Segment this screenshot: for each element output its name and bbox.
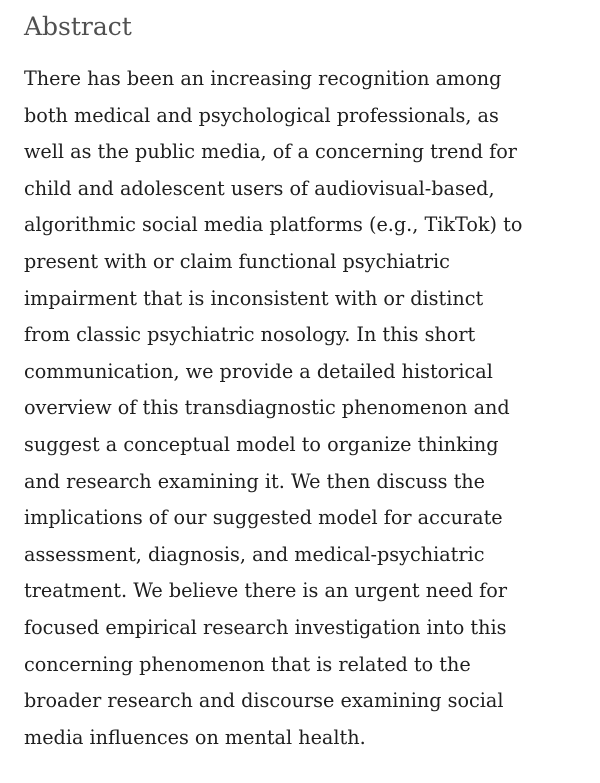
abstract-line: broader research and discourse examining social	[24, 689, 504, 713]
abstract-line: from classic psychiatric nosology. In this short	[24, 323, 476, 347]
abstract-line: and research examining it. We then discuss the	[24, 469, 486, 493]
abstract-line: overview of this transdiagnostic phenomenon and	[24, 396, 510, 420]
abstract-line: implications of our suggested model for accurate	[24, 506, 503, 530]
abstract-line: treatment. We believe there is an urgent need for	[24, 579, 508, 603]
abstract-line: impairment that is inconsistent with or distinct	[24, 286, 484, 310]
abstract-line: algorithmic social media platforms (e.g., TikTok) to	[24, 213, 523, 237]
abstract-line: concerning phenomenon that is related to the	[24, 652, 471, 676]
abstract-line: child and adolescent users of audiovisual-based,	[24, 176, 495, 200]
abstract-line: media influences on mental health.	[24, 725, 366, 749]
abstract-line: well as the public media, of a concerning trend for	[24, 140, 517, 164]
abstract-text	[24, 61, 522, 756]
abstract-line: both medical and psychological professionals, as	[24, 103, 499, 127]
abstract-line: assessment, diagnosis, and medical-psychiatric	[24, 542, 485, 566]
abstract-line: communication, we provide a detailed historical	[24, 359, 493, 383]
abstract-heading: Abstract	[24, 12, 132, 41]
abstract-line: focused empirical research investigation into this	[24, 615, 507, 639]
abstract-line: There has been an increasing recognition among	[24, 67, 502, 90]
abstract-line: suggest a conceptual model to organize thinking	[24, 432, 499, 456]
abstract-line: present with or claim functional psychiatric	[24, 249, 450, 273]
